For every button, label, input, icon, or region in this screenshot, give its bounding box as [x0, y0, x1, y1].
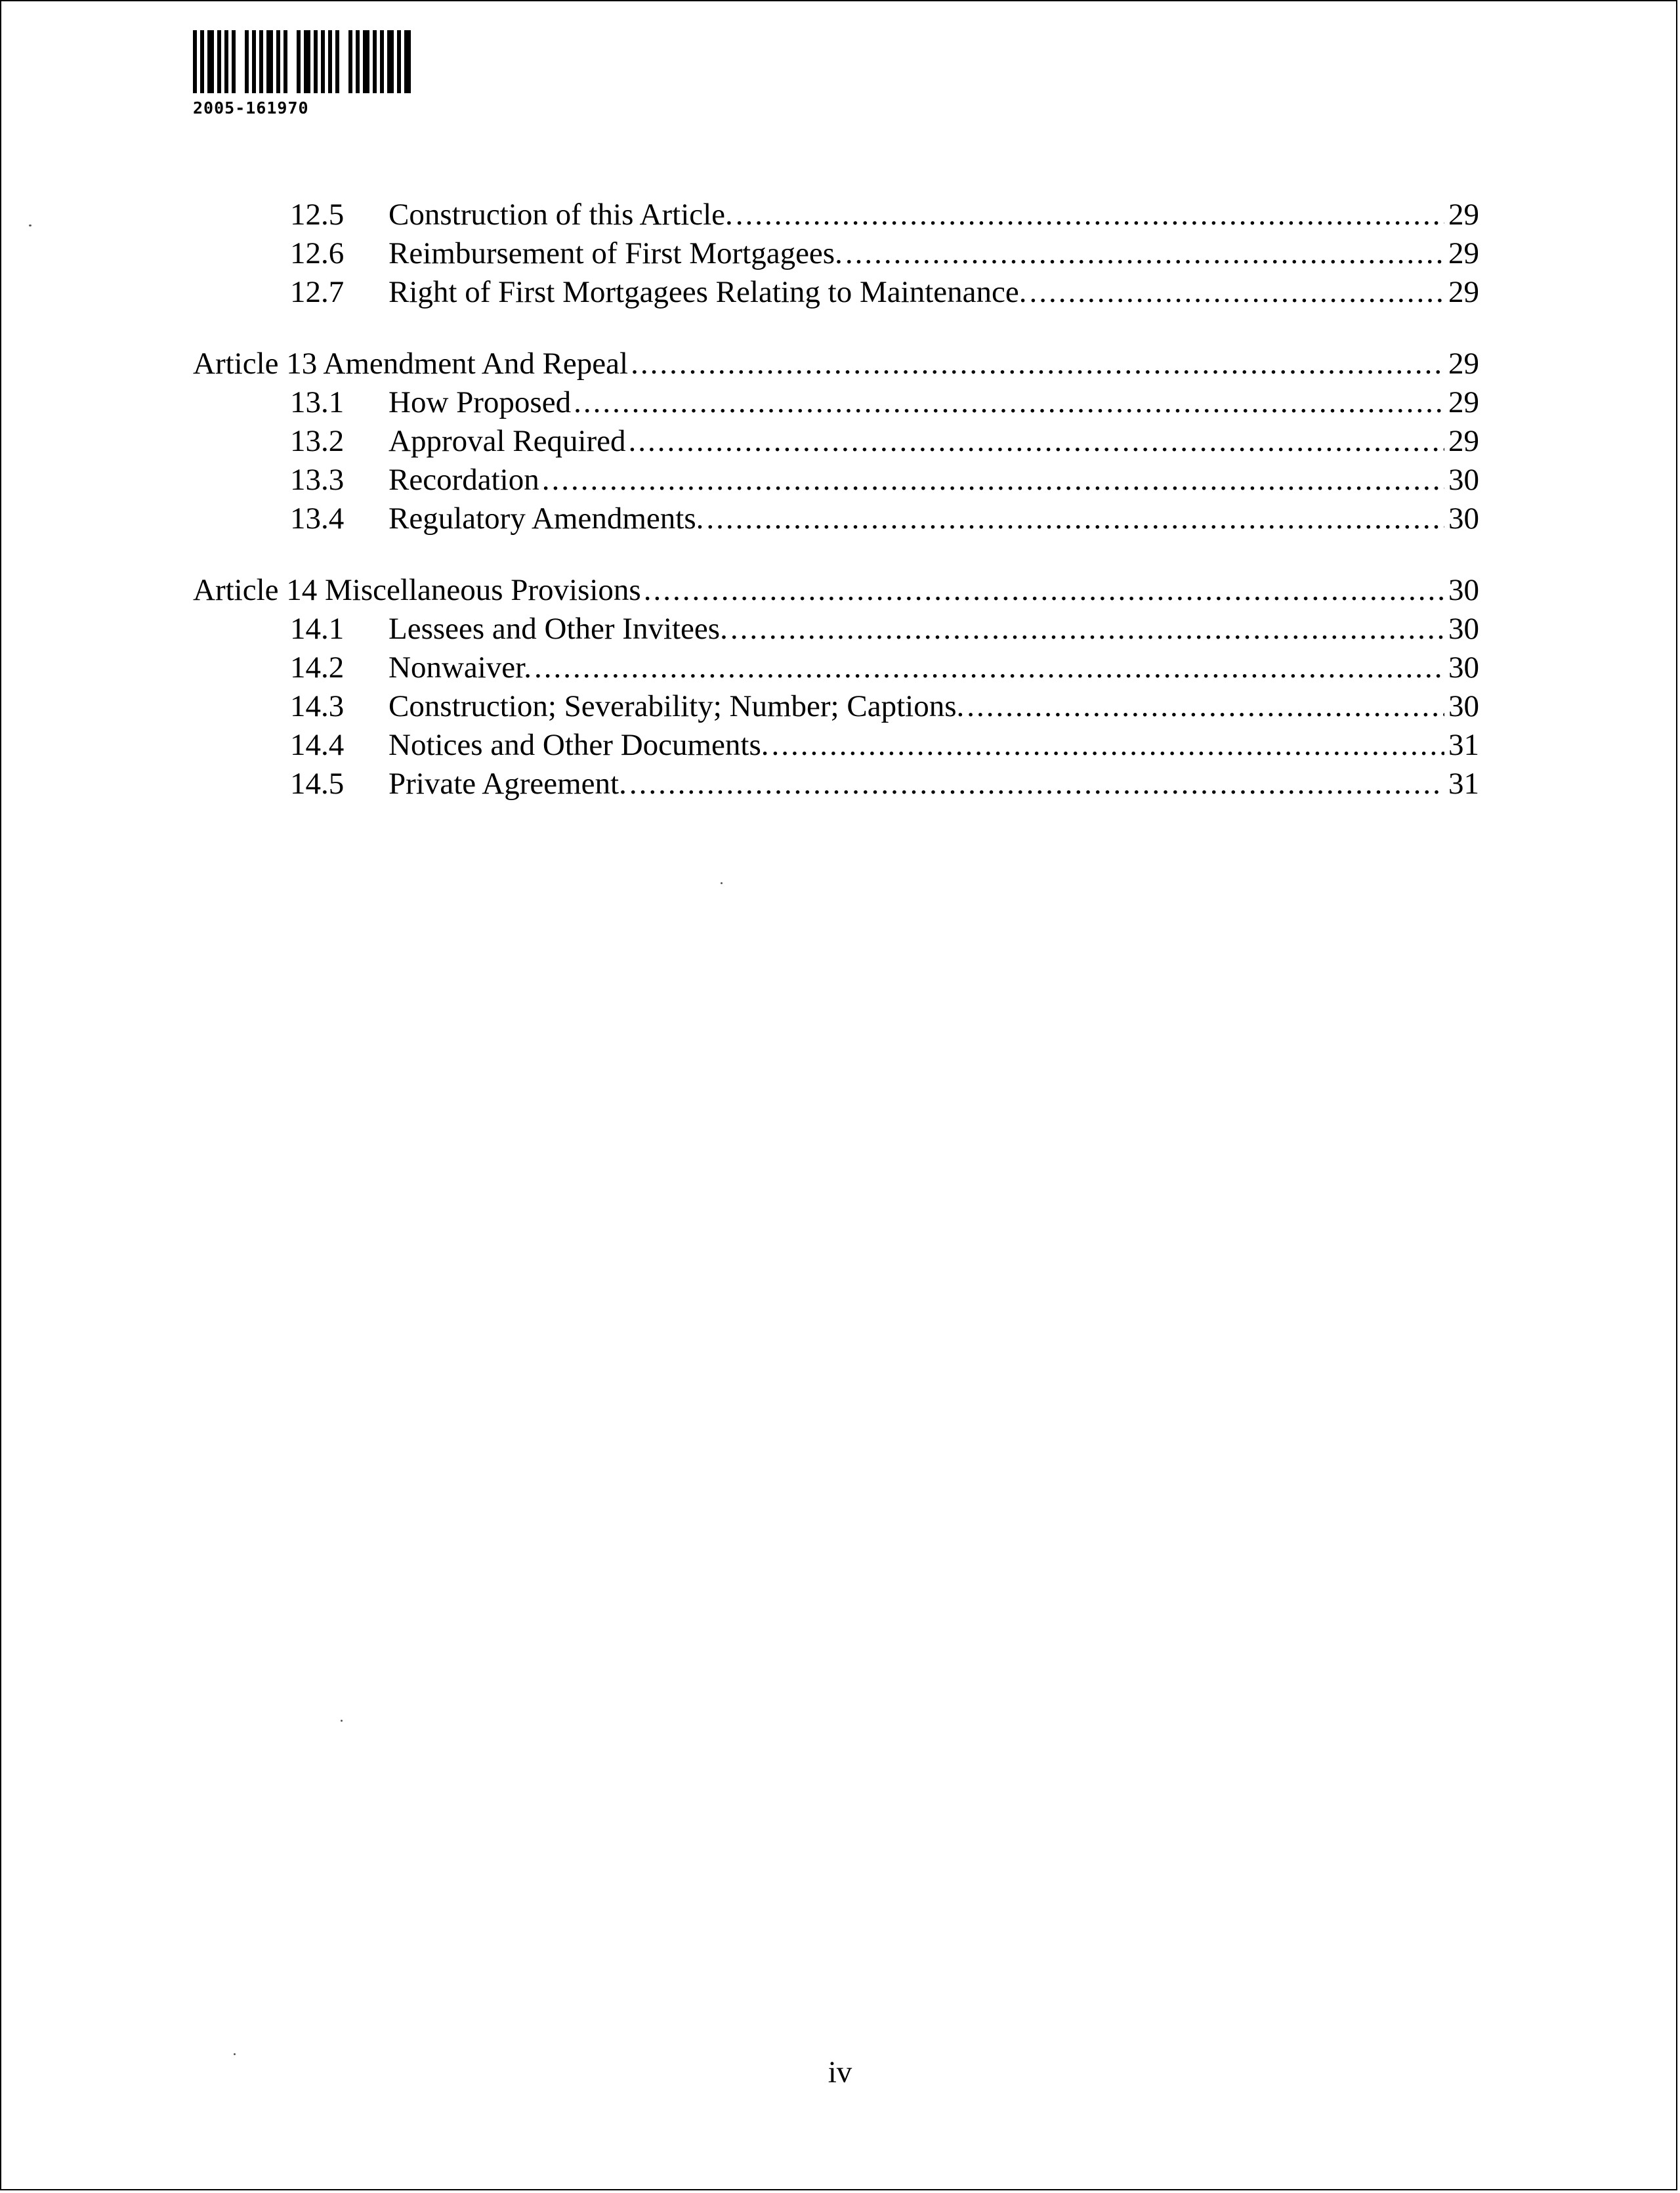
toc-entry-page: 29 — [1448, 236, 1479, 270]
toc-entry[interactable] — [193, 273, 1479, 312]
barcode-icon — [193, 30, 495, 93]
toc-entry-number: 14.4 — [290, 728, 345, 762]
toc-article-title: Article 14 Miscellaneous Provisions — [193, 573, 641, 607]
toc-entry-page: 29 — [1448, 275, 1479, 309]
toc-entry-number: 13.4 — [290, 501, 345, 536]
toc-entry[interactable] — [193, 422, 1479, 461]
toc-entry[interactable] — [193, 500, 1479, 538]
toc-entry[interactable] — [193, 610, 1479, 649]
document-id: 2005-161970 — [193, 98, 309, 117]
toc-entry-number: 13.2 — [290, 424, 345, 458]
toc-entry-number: 14.5 — [290, 767, 345, 801]
toc-article-title: Article 13 Amendment And Repeal — [193, 347, 629, 381]
dot-leader — [967, 687, 1444, 726]
toc-entry[interactable] — [193, 726, 1479, 765]
toc-entry-title: Lessees and Other Invitees. — [388, 612, 728, 646]
toc-entry-page: 29 — [1448, 424, 1479, 458]
dot-leader — [629, 765, 1444, 803]
toc-entry-title: Approval Required — [388, 424, 626, 458]
dot-leader — [730, 610, 1444, 649]
toc-entry[interactable] — [193, 649, 1479, 687]
toc-article-heading[interactable] — [193, 571, 1479, 610]
toc-entry-title: Notices and Other Documents. — [388, 728, 769, 762]
toc-entry-page: 30 — [1448, 463, 1479, 497]
toc-entry-page: 30 — [1448, 612, 1479, 646]
toc-entry-page: 30 — [1448, 501, 1479, 536]
toc-entry-number: 12.5 — [290, 198, 345, 232]
toc-entry-title: How Proposed — [388, 385, 572, 419]
toc-entry-number: 14.2 — [290, 650, 345, 685]
dot-leader — [845, 234, 1444, 273]
toc-entry[interactable] — [193, 234, 1479, 273]
toc-entry-page: 29 — [1448, 198, 1479, 232]
dot-leader — [706, 500, 1444, 538]
toc-entry-number: 12.7 — [290, 275, 345, 309]
toc-article-page: 30 — [1448, 573, 1479, 607]
toc-entry-page: 31 — [1448, 728, 1479, 762]
toc-entry-title: Regulatory Amendments. — [388, 501, 704, 536]
dot-leader — [772, 726, 1444, 765]
toc-entry-number: 13.1 — [290, 385, 345, 419]
dot-leader — [629, 422, 1444, 461]
dot-leader — [631, 345, 1444, 383]
toc-group-article-14 — [193, 571, 1479, 803]
toc-group-article-12 — [193, 196, 1479, 312]
scan-speck — [341, 1720, 343, 1722]
dot-leader — [574, 383, 1444, 422]
scan-speck — [721, 882, 723, 884]
toc-entry-number: 13.3 — [290, 463, 345, 497]
barcode-block — [193, 30, 495, 116]
table-of-contents — [193, 196, 1479, 836]
toc-entry-page: 30 — [1448, 689, 1479, 723]
dot-leader — [542, 461, 1444, 500]
toc-entry[interactable] — [193, 687, 1479, 726]
toc-entry-title: Recordation — [388, 463, 539, 497]
toc-entry[interactable] — [193, 765, 1479, 803]
scan-speck — [29, 224, 32, 226]
dot-leader — [534, 649, 1444, 687]
toc-entry-title: Right of First Mortgagees Relating to Maintenance. — [388, 275, 1027, 309]
toc-entry-number: 12.6 — [290, 236, 345, 270]
toc-entry-title: Construction; Severability; Number; Captions. — [388, 689, 965, 723]
dot-leader — [736, 196, 1444, 234]
toc-entry-title: Reimbursement of First Mortgagees. — [388, 236, 843, 270]
toc-entry-page: 31 — [1448, 767, 1479, 801]
toc-entry-number: 14.3 — [290, 689, 345, 723]
toc-entry-title: Private Agreement. — [388, 767, 627, 801]
dot-leader — [1029, 273, 1444, 312]
toc-group-article-13 — [193, 345, 1479, 538]
toc-article-page: 29 — [1448, 347, 1479, 381]
toc-entry-page: 30 — [1448, 650, 1479, 685]
toc-entry-number: 14.1 — [290, 612, 345, 646]
page-number: iv — [828, 2055, 852, 2089]
toc-entry-page: 29 — [1448, 385, 1479, 419]
dot-leader — [644, 571, 1444, 610]
toc-entry-title: Nonwaiver. — [388, 650, 532, 685]
toc-entry[interactable] — [193, 383, 1479, 422]
toc-entry[interactable] — [193, 196, 1479, 234]
toc-article-heading[interactable] — [193, 345, 1479, 383]
toc-entry[interactable] — [193, 461, 1479, 500]
toc-entry-title: Construction of this Article. — [388, 198, 733, 232]
